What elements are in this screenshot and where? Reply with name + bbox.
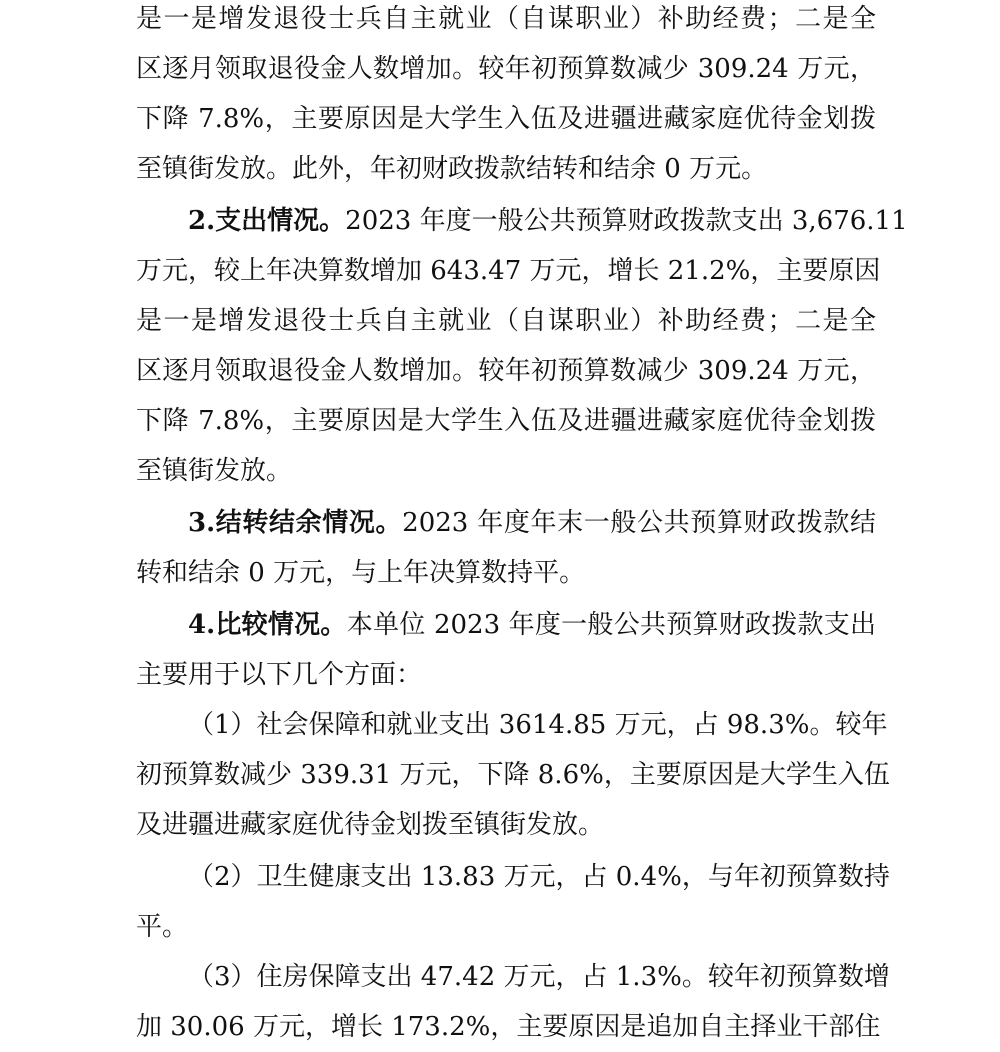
line-text: 2023 年度年末一般公共预算财政拨款结 (402, 508, 876, 538)
line-text: （1）社会保障和就业支出 3614.85 万元，占 98.3%。较年 (188, 710, 888, 740)
paragraph-line (188, 852, 890, 902)
line-text: 平。 (136, 912, 189, 942)
paragraph-line (136, 346, 876, 396)
paragraph-line (188, 196, 908, 246)
line-text: 区逐月领取退役金人数增加。较年初预算数减少 309.24 万元， (136, 54, 876, 84)
paragraph-line (136, 902, 876, 952)
line-text: 下降 7.8%，主要原因是大学生入伍及进疆进藏家庭优待金划拨 (136, 104, 876, 134)
paragraph-line (136, 548, 876, 598)
paragraph-line (136, 446, 876, 496)
paragraph-line (136, 246, 881, 296)
line-text: 至镇街发放。 (136, 456, 293, 486)
paragraph-line (136, 44, 876, 94)
line-text: 本单位 2023 年度一般公共预算财政拨款支出 (346, 610, 876, 640)
paragraph-line (136, 0, 876, 44)
line-text: 加 30.06 万元，增长 173.2%，主要原因是追加自主择业干部住 (136, 1012, 881, 1042)
paragraph-line (136, 750, 890, 800)
section-heading: 4.比较情况。 (188, 610, 347, 640)
line-text: 是一是增发退役士兵自主就业（自谋职业）补助经费；二是全 (136, 4, 876, 34)
paragraph-line (136, 296, 876, 346)
paragraph-line (188, 498, 876, 548)
paragraph-line (136, 1002, 881, 1052)
line-text: 至镇街发放。此外，年初财政拨款结转和结余 0 万元。 (136, 154, 768, 184)
line-text: 初预算数减少 339.31 万元，下降 8.6%，主要原因是大学生入伍 (136, 760, 890, 790)
line-text: 及进疆进藏家庭优待金划拨至镇街发放。 (136, 810, 605, 840)
line-text: 转和结余 0 万元，与上年决算数持平。 (136, 558, 586, 588)
paragraph-line (136, 650, 876, 700)
line-text: 主要用于以下几个方面： (136, 660, 423, 690)
paragraph-line (136, 800, 876, 850)
section-heading: 2.支出情况。 (188, 206, 346, 236)
paragraph-line (136, 94, 876, 144)
line-text: 是一是增发退役士兵自主就业（自谋职业）补助经费；二是全 (136, 306, 876, 336)
paragraph-line (136, 144, 876, 194)
paragraph-line (188, 600, 876, 650)
line-text: 区逐月领取退役金人数增加。较年初预算数减少 309.24 万元， (136, 356, 876, 386)
paragraph-line (136, 396, 876, 446)
line-text: 2023 年度一般公共预算财政拨款支出 3,676.11 (345, 206, 908, 236)
line-text: （3）住房保障支出 47.42 万元，占 1.3%。较年初预算数增 (188, 962, 890, 992)
line-text: 下降 7.8%，主要原因是大学生入伍及进疆进藏家庭优待金划拨 (136, 406, 876, 436)
paragraph-line (188, 952, 890, 1002)
line-text: （2）卫生健康支出 13.83 万元，占 0.4%，与年初预算数持 (188, 862, 890, 892)
line-text: 万元，较上年决算数增加 643.47 万元，增长 21.2%，主要原因 (136, 256, 881, 286)
paragraph-line (188, 700, 888, 750)
section-heading: 3.结转结余情况。 (188, 508, 403, 538)
